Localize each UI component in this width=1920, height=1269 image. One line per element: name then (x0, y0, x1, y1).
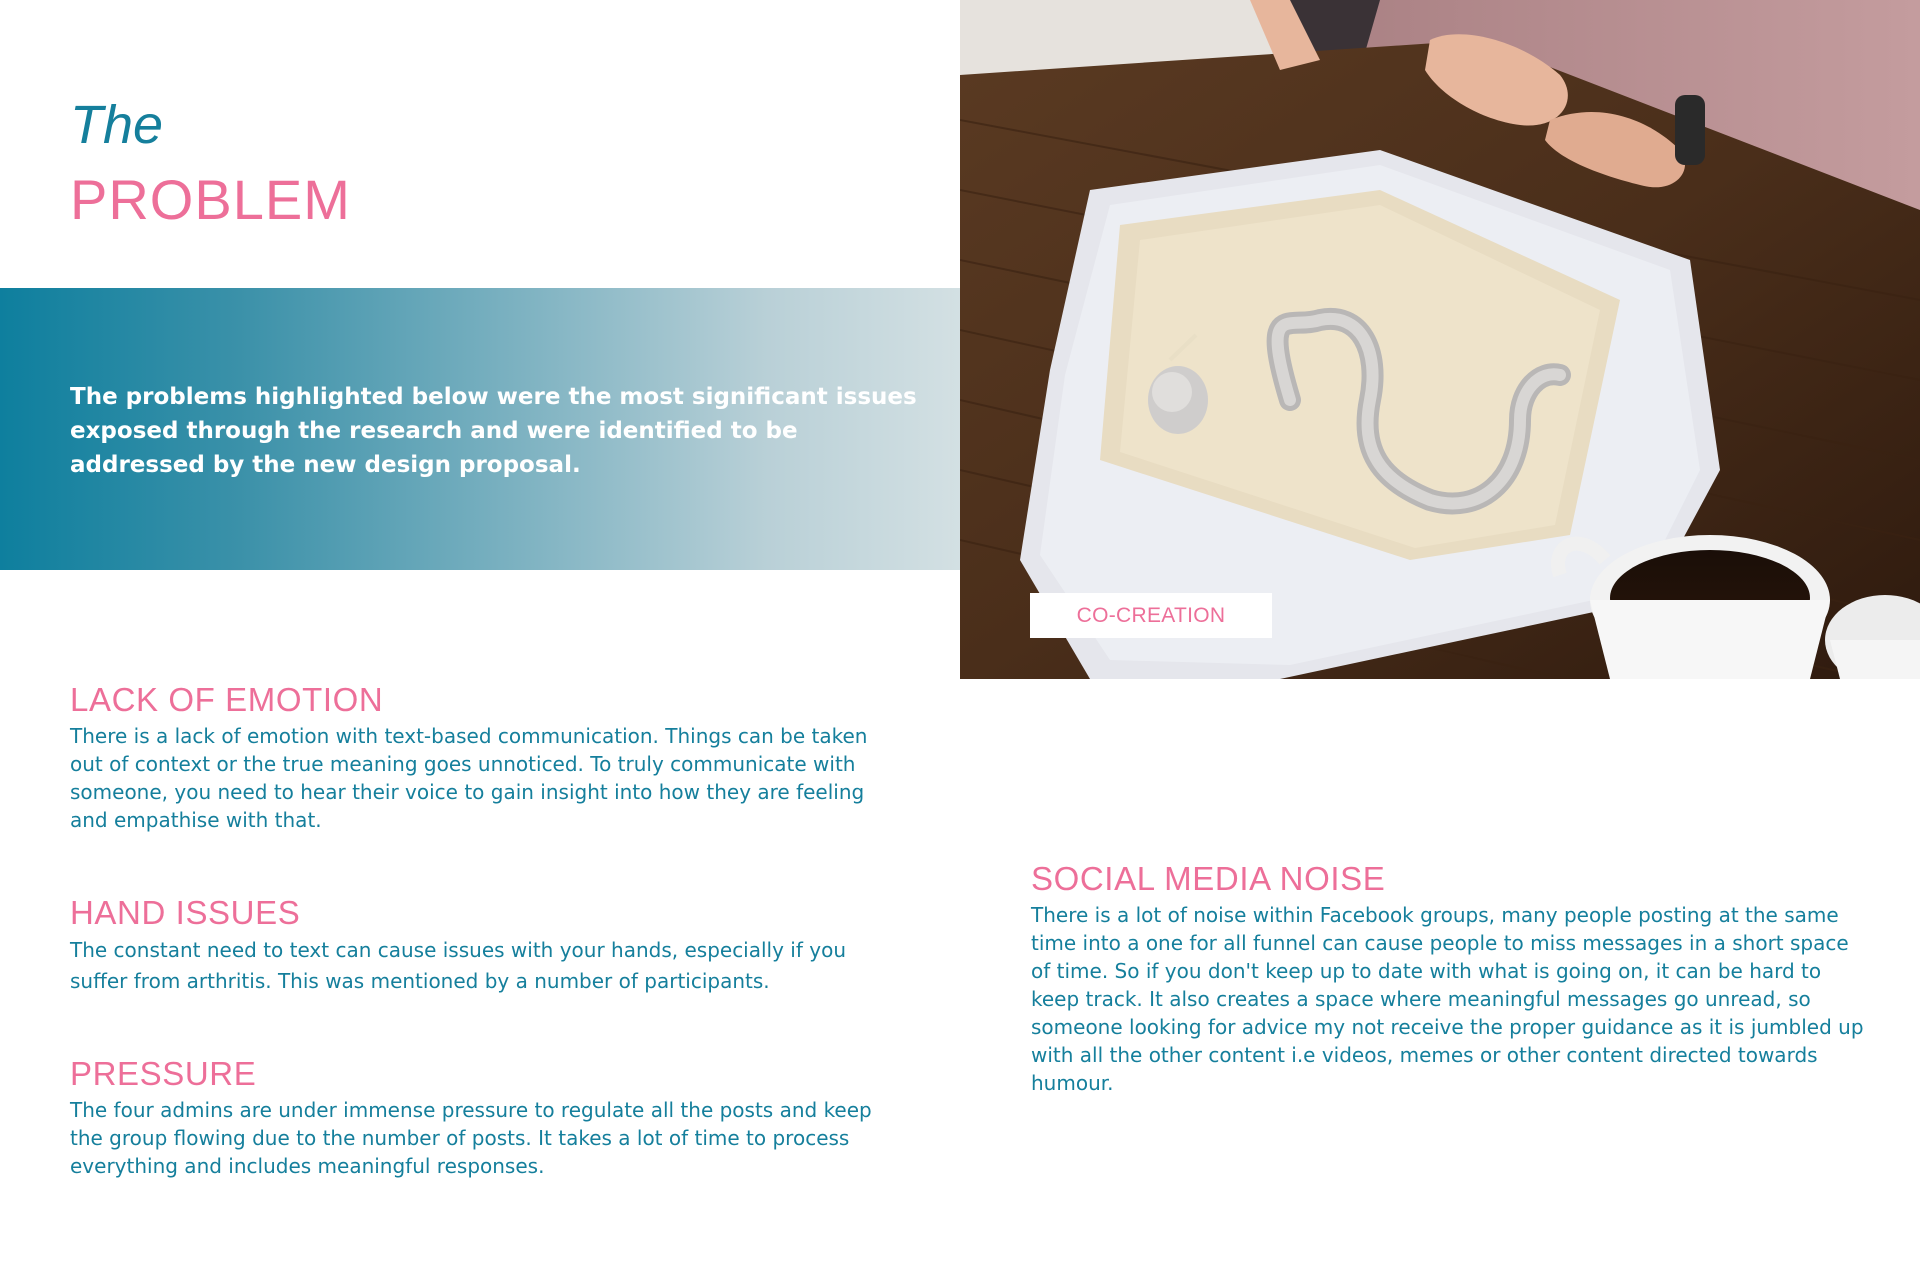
issue-heading: SOCIAL MEDIA NOISE (1031, 860, 1386, 897)
issue-social-media-noise (1031, 862, 1871, 1097)
issue-body: The four admins are under immense pressure to regulate all the posts and keep the group flowing due to the number of posts. It takes a lot of time to process everything and includes meaningful responses. (70, 1098, 872, 1178)
issue-hand-issues (70, 896, 900, 997)
issue-lack-of-emotion (70, 683, 900, 834)
intro-band (0, 288, 960, 570)
issue-body: The constant need to text can cause issues with your hands, especially if you suffer from arthritis. This was mentioned by a number of participants. (70, 938, 847, 993)
issue-pressure (70, 1057, 900, 1180)
page-title: PROBLEM (70, 168, 351, 231)
issue-heading: LACK OF EMOTION (70, 681, 384, 718)
co-creation-tag: CO-CREATION (1030, 593, 1272, 638)
photo-illustration (960, 0, 1920, 679)
issue-body: There is a lack of emotion with text-based communication. Things can be taken out of context or the true meaning goes unnoticed. To truly communicate with someone, you need to hear their voice to gain insight into how they are feeling and empathise with that. (70, 724, 868, 832)
issue-body: There is a lot of noise within Facebook groups, many people posting at the same time into a one for all funnel can cause people to miss messages in a short space of time. So if you don't keep up to date with what is going on, it can be hard to keep track. It also creates a space where meaningful messages go unread, so someone looking for advice my not receive the proper guidance as it is jumbled up with all the other content i.e videos, memes or other content directed towards humour. (1031, 903, 1864, 1095)
co-creation-photo (960, 0, 1920, 679)
title-prefix: The (70, 95, 164, 155)
issue-heading: PRESSURE (70, 1055, 257, 1092)
issue-heading: HAND ISSUES (70, 894, 301, 931)
intro-text: The problems highlighted below were the most significant issues exposed through the research and were identified to be addressed by the new design proposal. (70, 384, 917, 478)
